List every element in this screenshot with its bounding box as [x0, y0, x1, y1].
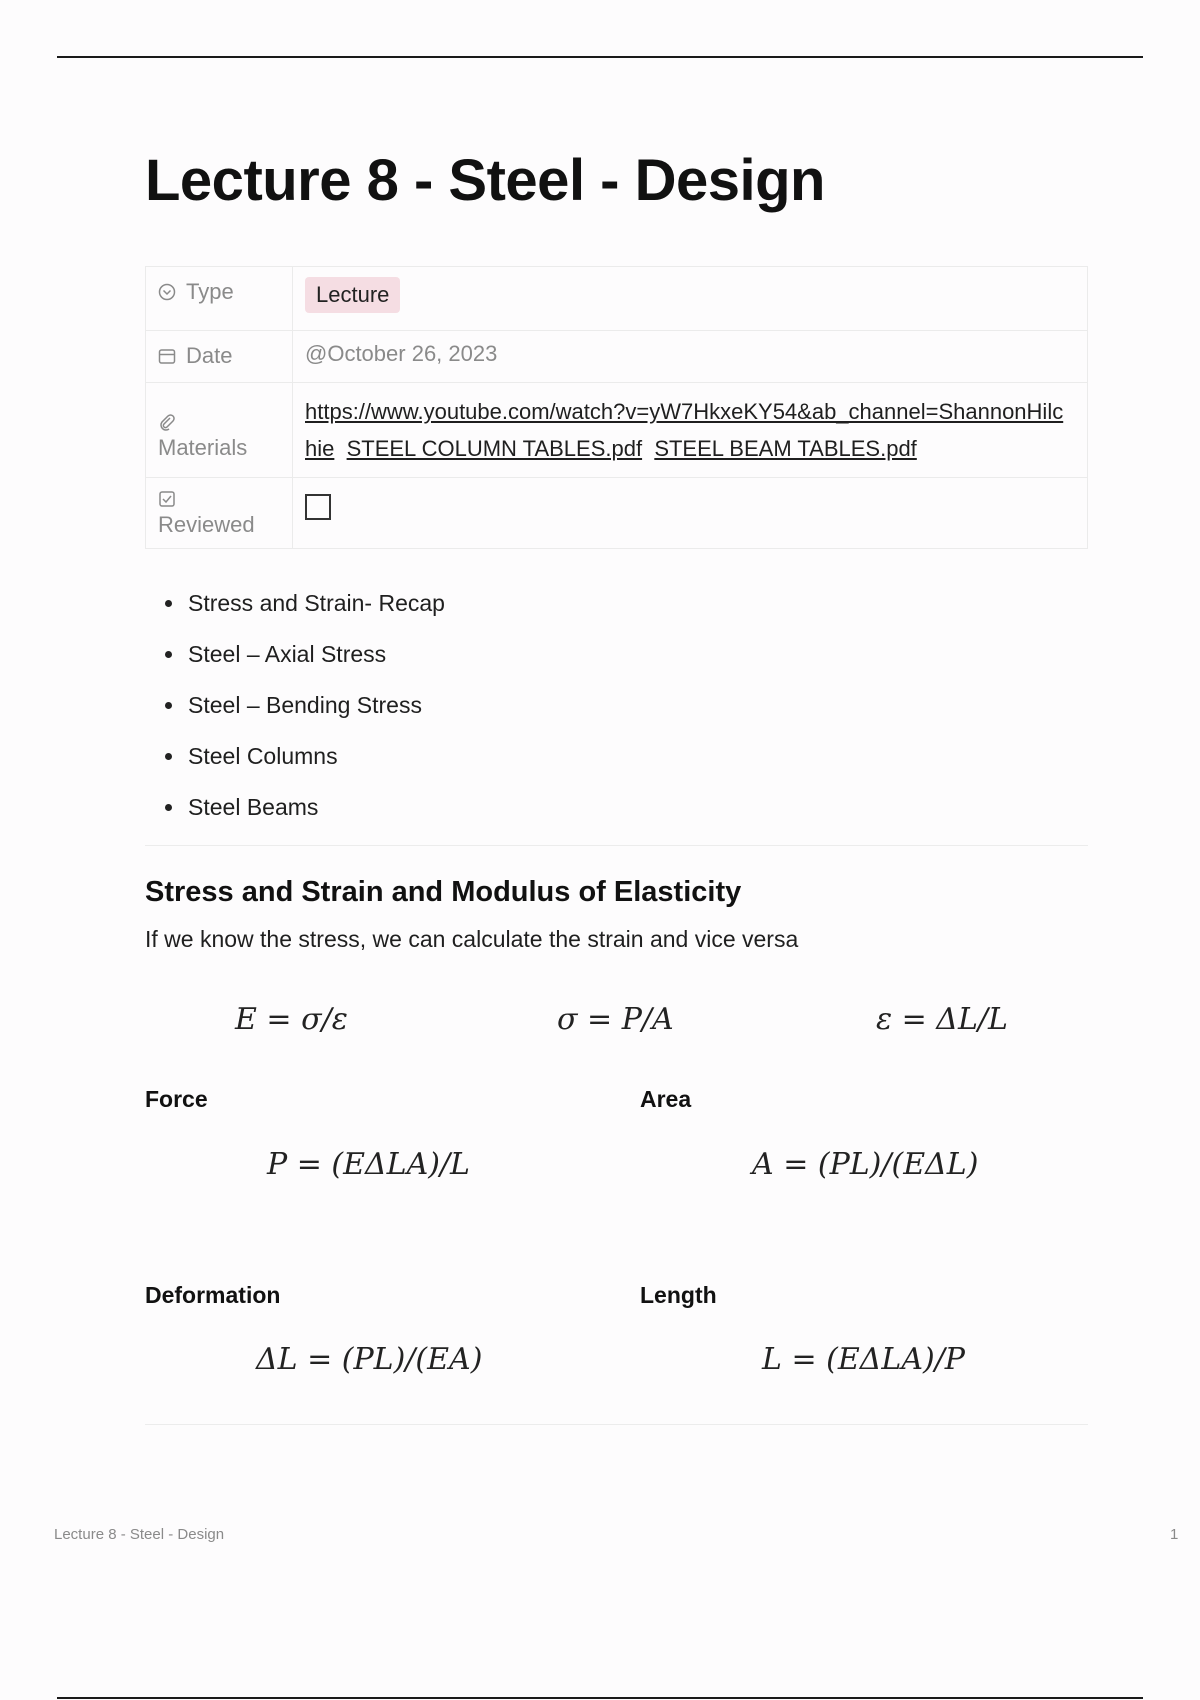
page-top-rule [57, 56, 1143, 58]
checkbox-icon [158, 490, 176, 508]
property-label-date: Date [186, 343, 233, 368]
deformation-label: Deformation [145, 1282, 281, 1308]
equation-modulus: E = σ/ε [235, 1002, 348, 1037]
page-title: Lecture 8 - Steel - Design [145, 148, 825, 213]
property-label-reviewed: Reviewed [158, 512, 255, 537]
length-equation: L = (EΔLA)/P [762, 1342, 965, 1377]
calendar-icon [158, 347, 176, 365]
equation-strain: ε = ΔL/L [876, 1002, 1008, 1037]
properties-table [145, 266, 1088, 549]
equation-stress: σ = P/A [557, 1002, 674, 1037]
property-row-date [146, 331, 1088, 383]
property-row-type [146, 267, 1088, 331]
materials-value [293, 383, 1088, 478]
list-item: Steel – Bending Stress [188, 690, 445, 741]
outline-list [145, 588, 445, 843]
force-label: Force [145, 1086, 208, 1112]
list-item: Steel Beams [188, 792, 445, 843]
property-row-reviewed [146, 478, 1088, 549]
divider [145, 845, 1088, 846]
steel-column-tables-link[interactable]: STEEL COLUMN TABLES.pdf [346, 436, 643, 461]
footer-doc-title: Lecture 8 - Steel - Design [54, 1526, 225, 1543]
reviewed-checkbox[interactable] [305, 494, 331, 520]
property-label-materials: Materials [158, 435, 248, 460]
youtube-link[interactable]: https://www.youtube.com/watch?v=yW7HkxeKY54&ab_channel=ShannonHilchie [305, 399, 1064, 461]
property-row-materials [146, 383, 1088, 478]
length-label: Length [640, 1282, 717, 1308]
type-tag[interactable]: Lecture [305, 277, 400, 313]
list-item: Stress and Strain- Recap [188, 588, 445, 639]
section-intro: If we know the stress, we can calculate the strain and vice versa [145, 926, 799, 952]
steel-beam-tables-link[interactable]: STEEL BEAM TABLES.pdf [654, 436, 917, 461]
force-equation: P = (EΔLA)/L [267, 1147, 470, 1182]
section-heading: Stress and Strain and Modulus of Elasticity [145, 876, 742, 908]
area-label: Area [640, 1086, 692, 1112]
list-item: Steel Columns [188, 741, 445, 792]
divider [145, 1424, 1088, 1425]
list-item: Steel – Axial Stress [188, 639, 445, 690]
paperclip-icon [158, 413, 176, 431]
area-equation: A = (PL)/(EΔL) [752, 1147, 979, 1182]
page-bottom-rule [57, 1697, 1143, 1699]
property-label-type: Type [186, 279, 234, 304]
footer-page-number: 1 [1170, 1526, 1179, 1543]
deformation-equation: ΔL = (PL)/(EA) [256, 1342, 483, 1377]
select-icon [158, 283, 176, 301]
date-value[interactable]: @October 26, 2023 [293, 331, 1088, 383]
